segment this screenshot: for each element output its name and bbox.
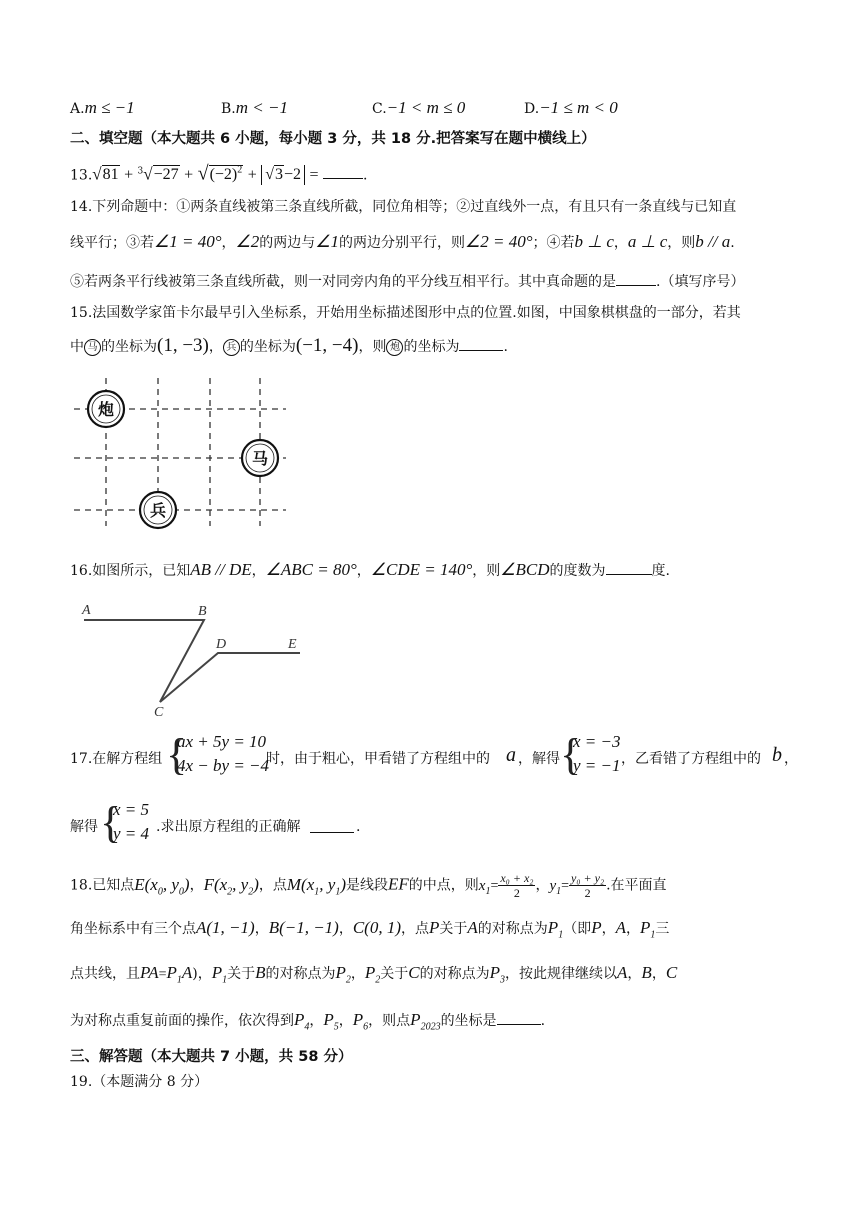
q14-text: 的两边与 — [259, 235, 316, 251]
q18-text: ， — [627, 966, 642, 982]
q18-line3 — [70, 964, 677, 989]
q18-math: P — [352, 1010, 364, 1029]
q17-var-b: b — [772, 744, 782, 766]
q18-line4 — [70, 1010, 545, 1036]
q18-sub: 1 — [556, 885, 562, 897]
q17-sol2-x: x = 5 — [113, 800, 150, 819]
q15-line1: 15.法国数学家笛卡尔最早引入坐标系，开始用坐标描述图形中点的位置.如图，中国象棋棋盘的一部分，若其 — [70, 305, 741, 321]
q15-line2 — [70, 336, 508, 356]
q18-sub: 5 — [333, 1021, 339, 1033]
q16-text: 16.如图所示，已知 — [70, 563, 191, 579]
q18-sub: 2 — [345, 974, 351, 986]
brace: { — [560, 730, 582, 779]
section2-heading: 二、填空题（本大题共 6 小题，每小题 3 分，共 18 分.把答案写在题中横线上） — [70, 131, 596, 147]
q18-math: y — [549, 877, 557, 894]
q16-math: ∠BCD — [500, 560, 550, 579]
q18-math: B(−1, −1) — [268, 918, 339, 937]
q18-text: 三 — [655, 921, 670, 937]
q18-math: = — [561, 878, 570, 894]
q18-text: ， — [254, 921, 269, 937]
q18-text: )， — [192, 966, 212, 982]
q18-math: P — [211, 963, 223, 982]
q14-math: ∠1 — [315, 232, 340, 251]
q18-math: P — [429, 918, 440, 937]
q18-text: 的坐标是 — [440, 1013, 497, 1029]
q17-text: .求出原方程组的正确解 — [156, 819, 301, 835]
q18-text: 关于 — [380, 966, 409, 982]
option-a-expr: m ≤ −1 — [84, 98, 135, 117]
piece-bing — [140, 492, 176, 528]
q18-fraction-x — [498, 871, 535, 900]
q17-text: 时，由于粗心，甲看错了方程组中的 — [266, 751, 490, 767]
q15-text: 中 — [70, 339, 84, 355]
q18-fraction-y — [569, 871, 606, 900]
q17-line2 — [70, 798, 470, 849]
q18-sub: 1 — [222, 974, 228, 986]
label-d: D — [216, 637, 227, 652]
option-a-letter: A. — [70, 101, 85, 117]
ma-label: 马 — [251, 449, 269, 468]
q18-sub: 1 — [485, 885, 491, 897]
q18-math: P — [364, 963, 376, 982]
q18-math: A — [617, 963, 628, 982]
q14-text: . — [730, 235, 735, 251]
bing-label: 兵 — [149, 501, 167, 520]
q18-math: A — [181, 963, 193, 982]
q18-frac-num: y₀ + y₂ — [571, 871, 605, 885]
q18-sub: 1 — [650, 929, 656, 941]
q13-cube-index: 3 — [137, 166, 144, 177]
q15-text: . — [503, 339, 508, 355]
option-b-expr: m < −1 — [235, 98, 288, 117]
brace: { — [166, 730, 188, 779]
q18-frac-den: 2 — [584, 886, 591, 900]
q18-sub: 0 — [178, 885, 184, 897]
q14-math: ∠2 = 40° — [465, 232, 533, 251]
piece-pao — [88, 391, 124, 427]
q16-text: ，则 — [472, 563, 501, 579]
q18-sub: 1 — [335, 885, 341, 897]
q17-text: 解得 — [70, 819, 98, 835]
q13-cbrt: −27 — [153, 166, 179, 184]
q18-text: 18.已知点 — [70, 877, 135, 894]
q17-text: ，乙看错了方程组中的 — [621, 751, 761, 767]
q18-text: 的对称点为 — [419, 966, 490, 982]
q17-sol1-y: y = −1 — [573, 756, 621, 775]
q14-text: ， — [613, 235, 628, 251]
option-b-letter: B. — [221, 101, 236, 117]
q18-sub: 2 — [375, 974, 381, 986]
q18-math: = — [490, 878, 499, 894]
q18-text: ， — [350, 966, 365, 982]
q18-text: .在平面直 — [606, 877, 667, 894]
q14-text: 的两边分别平行，则 — [339, 235, 466, 251]
piece-ma-inline: 马 — [84, 339, 101, 356]
q18-text: 的对称点为 — [477, 921, 548, 937]
q14-math: a ⊥ c — [627, 232, 668, 251]
q17-text: ， — [784, 751, 798, 767]
figure-lines — [84, 620, 300, 702]
q18-math: A — [467, 918, 478, 937]
q13-minus2: −2 — [283, 166, 302, 184]
q18-text: ，点 — [258, 877, 287, 894]
label-a: A — [82, 603, 91, 618]
q18-sub: 2023 — [420, 1021, 441, 1033]
q18-text: ，按此规律继续以 — [505, 966, 618, 982]
q14-text: 线平行；③若 — [70, 235, 154, 251]
q14-answer-blank[interactable] — [616, 271, 656, 286]
q18-text: 关于 — [439, 921, 468, 937]
q18-sub: 1 — [558, 929, 564, 941]
q14-text: ⑤若两条平行线被第三条直线所截，则一对同旁内角的平分线互相平行。其中真命题的是 — [70, 274, 616, 290]
q17-equation-2: 4x − by = −4 — [177, 756, 270, 775]
q18-math: E(x — [134, 874, 158, 894]
q18-text: （即 — [563, 921, 592, 937]
q18-sub: 1 — [176, 974, 182, 986]
q18-text: ，点 — [401, 921, 430, 937]
q18-text: . — [540, 1013, 546, 1029]
q13-equals: = — [309, 166, 319, 184]
q15-coord-ma: (1, −3) — [157, 335, 209, 356]
option-c-letter: C. — [372, 101, 387, 117]
q18-math: P — [294, 1010, 305, 1029]
q13-plus: + — [184, 166, 194, 184]
q18-text: ，则点 — [368, 1013, 411, 1029]
q18-math: M(x — [286, 874, 315, 894]
q18-math: PA — [140, 963, 159, 982]
q15-text: ，则 — [358, 339, 387, 355]
q16 — [70, 560, 670, 580]
q18-sub: 0 — [157, 885, 163, 897]
option-a — [70, 99, 135, 118]
q18-text: ， — [651, 966, 666, 982]
q18-text: 的对称点为 — [265, 966, 336, 982]
q18-math: A — [615, 918, 626, 937]
q15-answer-blank[interactable] — [459, 336, 503, 351]
q18-sub: 4 — [304, 1021, 310, 1033]
q16-math: AB // DE — [190, 560, 252, 579]
piece-bing-inline: 兵 — [223, 339, 240, 356]
q14-text: ；④若 — [532, 235, 575, 251]
q15-text: 的坐标为 — [101, 339, 157, 355]
q18-math: P — [166, 963, 177, 982]
q16-text: 度. — [651, 563, 670, 579]
q18-math: ) — [183, 874, 190, 894]
q17-text: ，解得 — [518, 751, 560, 767]
option-b — [221, 99, 288, 118]
q18-text: ， — [601, 921, 616, 937]
chess-board-figure — [70, 374, 290, 530]
q18-math: P — [591, 918, 602, 937]
q18-math: ) — [340, 874, 346, 894]
label-b: B — [198, 604, 207, 619]
q18-sub: 6 — [363, 1021, 369, 1033]
q18-math: ) — [253, 874, 259, 894]
q15-text: 的坐标为 — [239, 339, 296, 355]
q18-text: 是线段 — [345, 877, 388, 894]
q14-line3 — [70, 271, 744, 291]
q18-math: , y — [319, 874, 336, 894]
q15-text: 的坐标为 — [403, 339, 460, 355]
q18-math: P — [323, 1010, 334, 1029]
section3-heading: 三、解答题（本大题共 7 小题，共 58 分） — [70, 1049, 353, 1065]
q18-text: 为对称点重复前面的操作，依次得到 — [70, 1013, 294, 1029]
q14-math: ∠1 = 40° — [154, 232, 222, 251]
q17-answer-blank[interactable] — [310, 818, 354, 833]
q18-sub: 2 — [227, 885, 233, 897]
q14-math: b // a — [695, 232, 731, 251]
q18-math: P — [489, 963, 501, 982]
q18-math: , y — [162, 874, 179, 894]
q18-text: 关于 — [227, 966, 256, 982]
q16-answer-blank[interactable] — [606, 560, 652, 575]
q14-text: ，则 — [667, 235, 696, 251]
q13-exponent: 2 — [237, 165, 243, 176]
q14-math: ∠2 — [235, 232, 260, 251]
q18-frac-den: 2 — [513, 886, 520, 900]
q18-text: 角坐标系中有三个点 — [70, 921, 196, 937]
option-c-expr: −1 < m ≤ 0 — [386, 98, 466, 117]
q15-coord-bing: (−1, −4) — [295, 335, 359, 356]
q13-abs: √3−2 — [261, 165, 305, 185]
pao-label: 炮 — [97, 400, 115, 419]
q18-sub: 3 — [500, 974, 506, 986]
q17-text: . — [356, 819, 361, 835]
q19-title: 19.（本题满分 8 分） — [70, 1074, 209, 1090]
q14-text: ， — [221, 235, 236, 251]
q18-text: ， — [338, 921, 353, 937]
q18-math: , y — [232, 874, 249, 894]
q14-line1: 14.下列命题中：①两条直线被第三条直线所截，同位角相等；②过直线外一点，有且只有一条直线与已知直 — [70, 199, 737, 215]
label-c: C — [154, 705, 164, 718]
option-d-letter: D. — [524, 101, 540, 117]
q18-sub: 2 — [248, 885, 254, 897]
q16-text: ， — [251, 563, 266, 579]
q18-math: C — [665, 963, 678, 982]
brace: { — [100, 798, 122, 847]
q18-math: EF — [387, 874, 409, 894]
q18-math: P — [410, 1010, 421, 1029]
q16-math: ∠CDE = 140° — [370, 560, 473, 579]
q18-sub: 1 — [314, 885, 320, 897]
label-e: E — [288, 637, 297, 652]
q18-text: ， — [625, 921, 640, 937]
q17-text: 17.在解方程组 — [70, 751, 163, 767]
q13-answer-blank[interactable] — [323, 164, 363, 179]
q18-text: ， — [189, 877, 204, 894]
q16-math: ∠ABC = 80° — [265, 560, 357, 579]
q18-line2 — [70, 919, 669, 944]
q17-equation-1: ax + 5y = 10 — [177, 732, 267, 751]
q13-plus: + — [247, 166, 257, 184]
option-c — [372, 99, 465, 118]
q18-math: P — [547, 918, 559, 937]
q18-math: = — [158, 967, 167, 982]
piece-pao-inline: 炮 — [386, 339, 403, 356]
q18-math: x — [478, 877, 486, 894]
q13-number: 13. — [70, 167, 93, 184]
q13-sqrt3: 3 — [274, 166, 283, 184]
q18-math: C — [408, 963, 420, 982]
q18-math: B — [641, 963, 652, 982]
q17-sol1-x: x = −3 — [573, 732, 621, 751]
q18-text: ， — [535, 877, 550, 894]
q17-sol2-y: y = 4 — [113, 824, 150, 843]
option-d — [524, 99, 618, 118]
q18-text: ， — [338, 1013, 353, 1029]
q18-math: P — [639, 918, 651, 937]
q14-line2 — [70, 233, 735, 252]
q18-math: C(0, 1) — [352, 918, 402, 937]
option-d-expr: −1 ≤ m < 0 — [539, 98, 618, 117]
q18-text: ， — [309, 1013, 324, 1029]
q13-plus: + — [124, 166, 134, 184]
q16-text: ， — [356, 563, 371, 579]
q18-math: B — [255, 963, 266, 982]
q18-math: F(x — [203, 874, 228, 894]
q16-text: 的度数为 — [549, 563, 606, 579]
piece-ma — [242, 440, 278, 476]
angle-figure — [70, 598, 310, 718]
q18-text: 的中点，则 — [408, 877, 479, 894]
q14-text: .（填写序号） — [656, 274, 745, 290]
q18-math: A(1, −1) — [196, 918, 255, 937]
q18-answer-blank[interactable] — [497, 1010, 541, 1025]
q15-text: ， — [208, 339, 223, 355]
q13-sqrt81: 81 — [102, 166, 119, 184]
q14-math: b ⊥ c — [574, 232, 614, 251]
q17-var-a: a — [506, 744, 516, 766]
q13: $13.√81 + ^3√-27 + √(-2)^2 + √3-2$ = . — [70, 162, 368, 185]
q13-base: (−2) — [209, 166, 238, 184]
q18-math: P — [335, 963, 346, 982]
q18-text: 点共线，且 — [70, 966, 140, 982]
q18-frac-num: x₀ + x₂ — [500, 871, 534, 885]
q18-line1 — [70, 871, 667, 901]
